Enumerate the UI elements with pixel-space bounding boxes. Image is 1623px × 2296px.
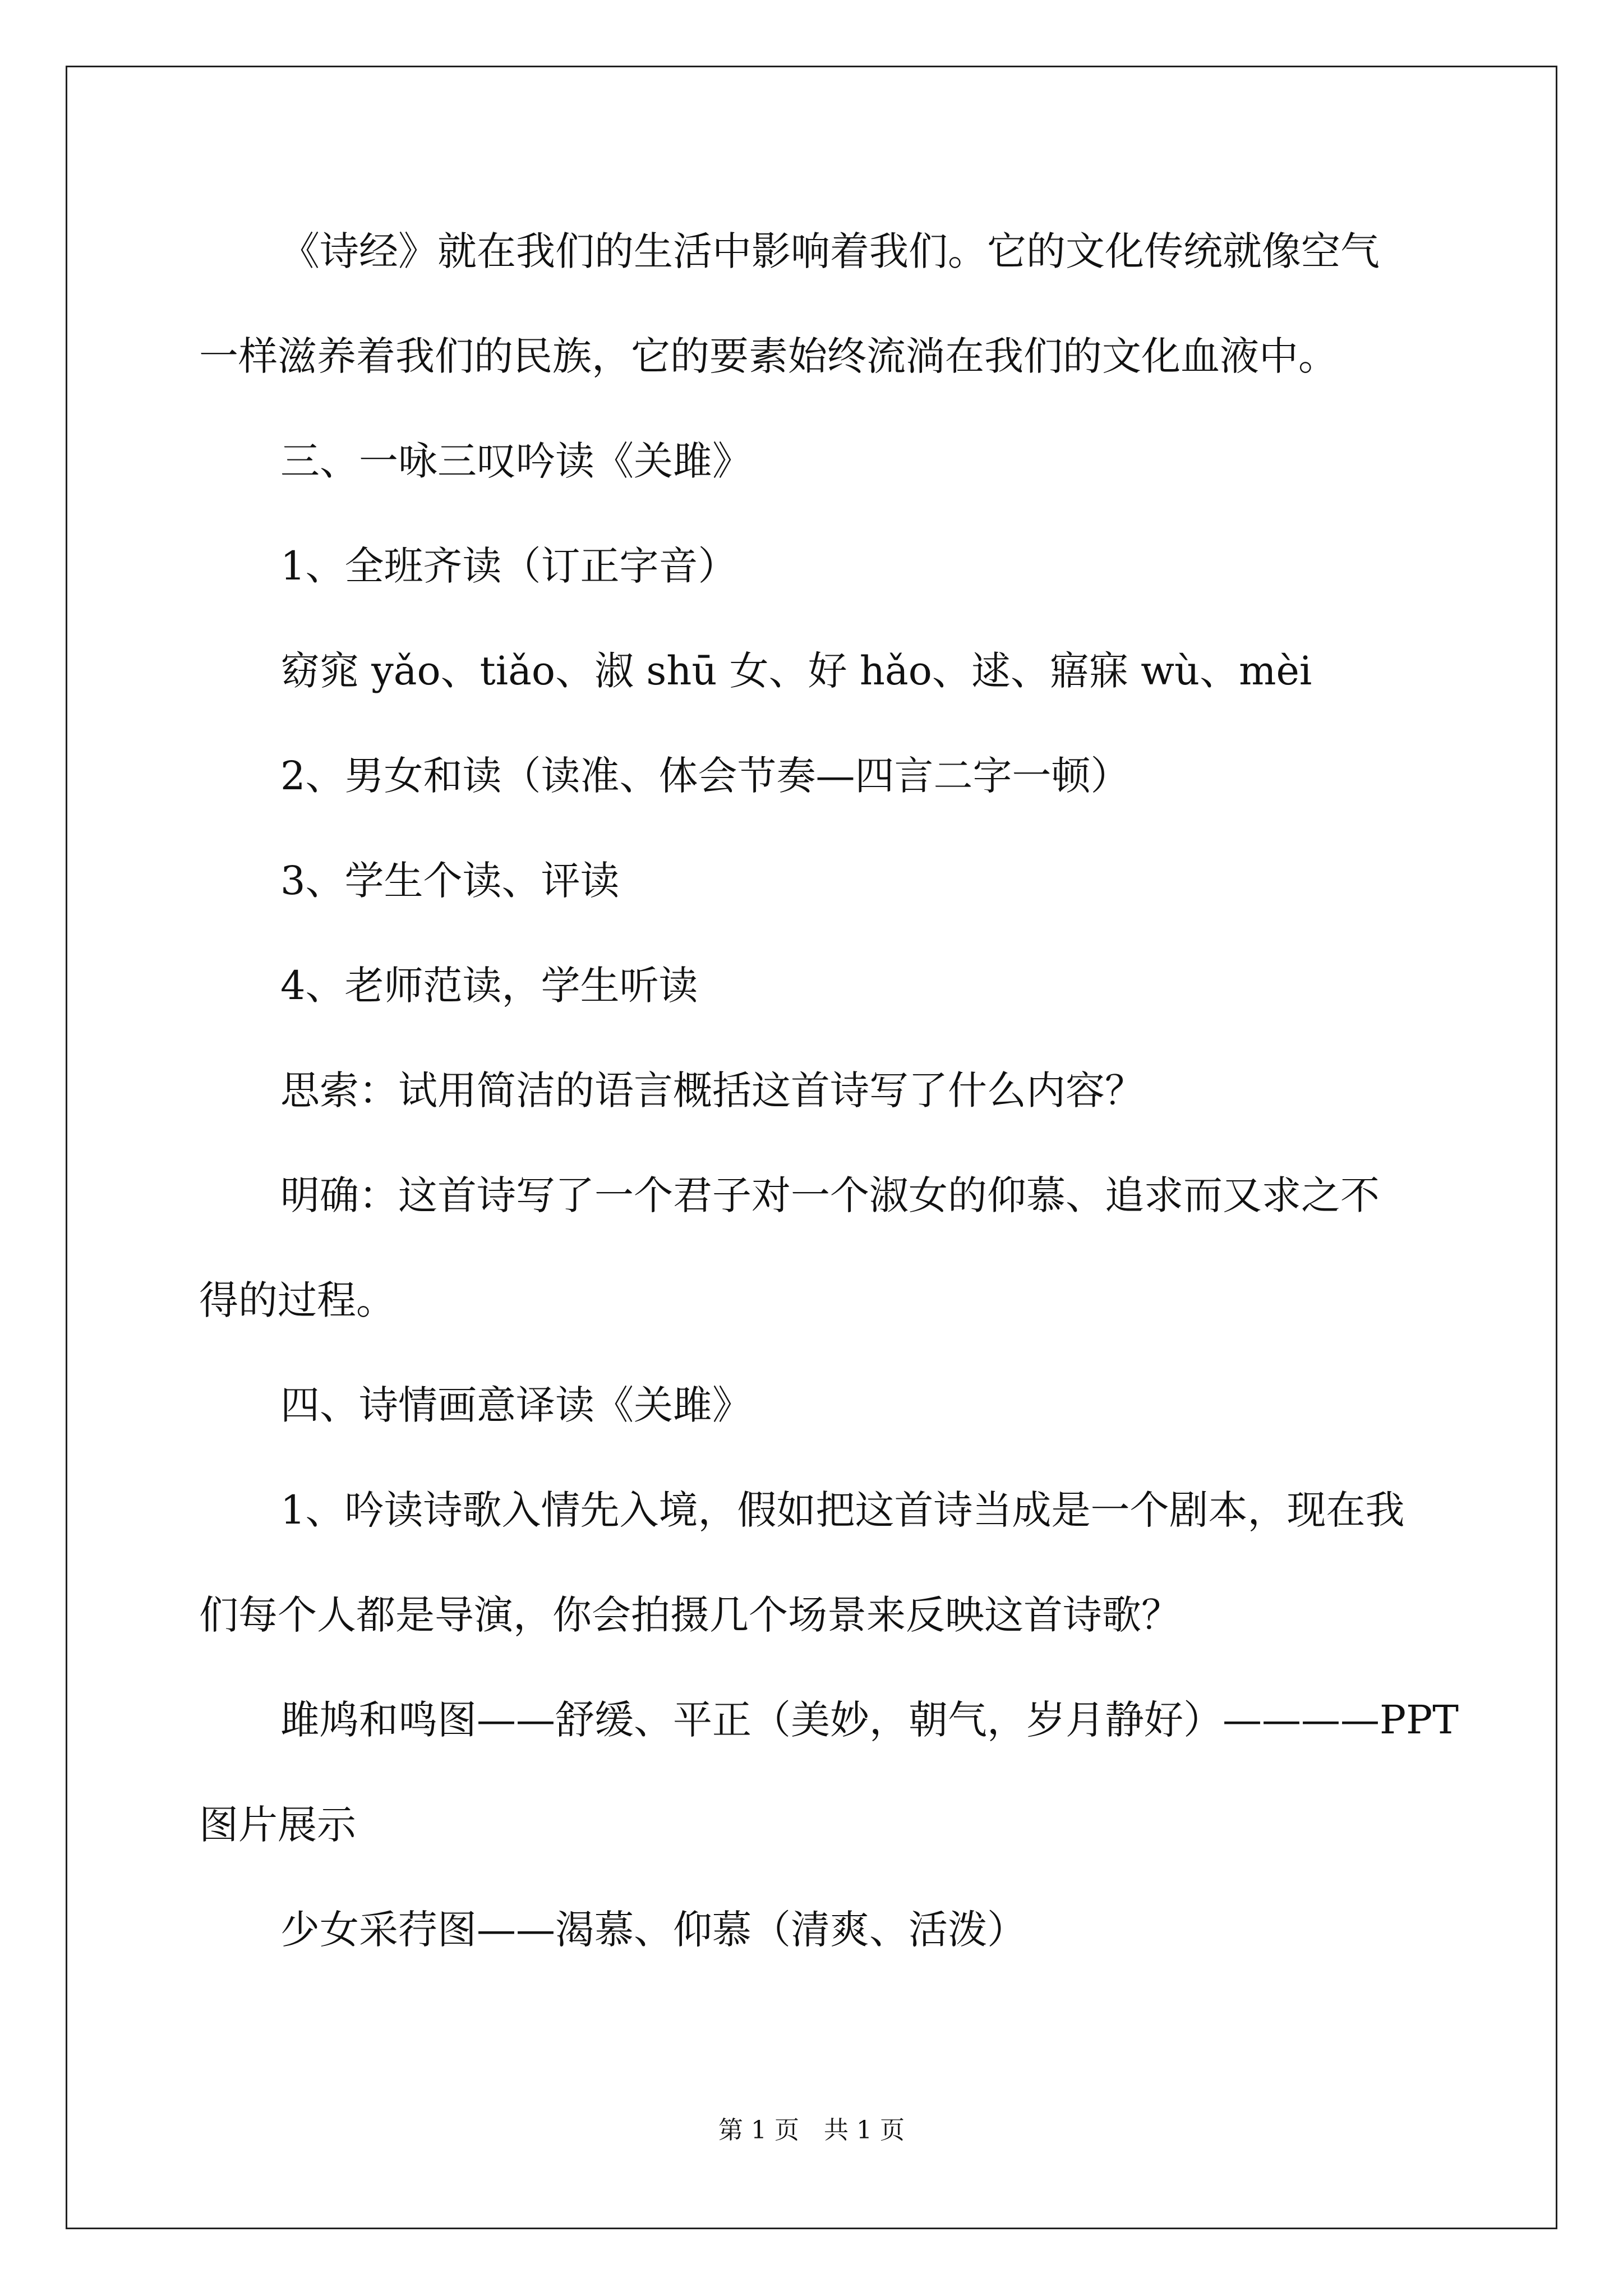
scene-line-1b: 图片展示 — [199, 1802, 356, 1848]
step-line-3: 3、学生个读、评读 — [280, 858, 620, 904]
scene-line-1a: 雎鸠和鸣图——舒缓、平正（美妙，朝气，岁月静好）————PPT — [280, 1697, 1459, 1743]
section-heading-4: 四、诗情画意译读《关雎》 — [280, 1382, 751, 1428]
step-line-1: 1、全班齐读（订正字音） — [280, 543, 737, 589]
scene-line-2: 少女采荇图——渴慕、仰慕（清爽、活泼） — [280, 1907, 1026, 1953]
step-line-2: 2、男女和读（读准、体会节奏—四言二字一顿） — [280, 753, 1130, 799]
paragraph-line-1: 《诗经》就在我们的生活中影响着我们。它的文化传统就像空气 — [280, 228, 1380, 274]
section-heading-3: 三、一咏三叹吟读《关雎》 — [280, 438, 751, 484]
answer-line-1: 明确：这首诗写了一个君子对一个淑女的仰慕、追求而又求之不 — [280, 1172, 1380, 1218]
question-line: 思索：试用简洁的语言概括这首诗写了什么内容？ — [280, 1068, 1144, 1114]
answer-line-2: 得的过程。 — [199, 1277, 395, 1323]
paragraph-line-2: 一样滋养着我们的民族，它的要素始终流淌在我们的文化血液中。 — [199, 333, 1338, 379]
step-line-5b: 们每个人都是导演，你会拍摄几个场景来反映这首诗歌？ — [199, 1592, 1181, 1638]
pinyin-line: 窈窕 yǎo、tiǎo、淑 shū 女、好 hǎo、逑、寤寐 wù、mèi — [280, 648, 1312, 694]
step-line-5a: 1、吟读诗歌入情先入境，假如把这首诗当成是一个剧本，现在我 — [280, 1487, 1405, 1533]
step-line-4: 4、老师范读，学生听读 — [280, 963, 698, 1009]
page-number-footer: 第 1 页 共 1 页 — [718, 2116, 905, 2145]
